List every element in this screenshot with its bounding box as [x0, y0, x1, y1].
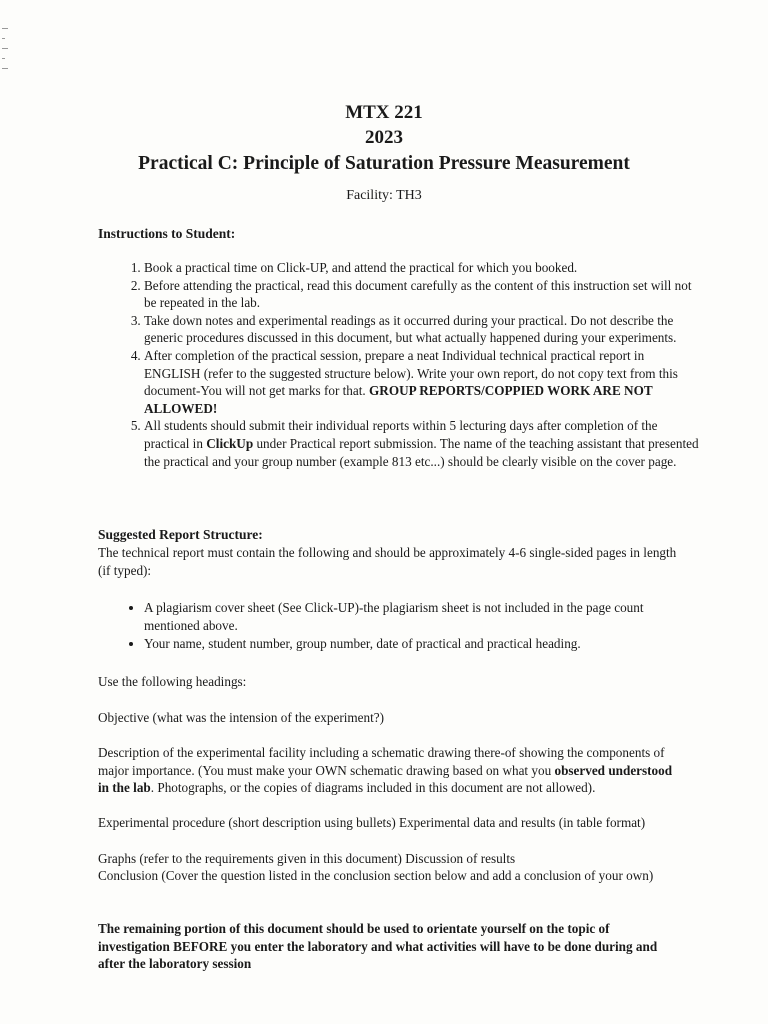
instructions-list [118, 259, 699, 470]
description-emphasis: observed understood in the lab [98, 762, 673, 796]
course-code: MTX 221 [345, 102, 423, 123]
remaining-note: The remaining portion of this document should be used to orientate yourself on the topic of investigation BEFORE you enter the laboratory and what activities will have to be done during and after the laboratory session [98, 921, 658, 972]
graphs-text: Graphs (refer to the requirements given in this document) Discussion of results [98, 851, 516, 866]
document-header [0, 100, 768, 177]
instruction-item: 3. Take down notes and experimental readings as it occurred during your practical. Do not describe the generic procedures discussed in this document, but what actually happened during your experiments. [144, 312, 699, 347]
instruction-item: 2. Before attending the practical, read this document carefully as the content of this instruction set will not be repeated in the lab. [144, 277, 699, 312]
course-year: 2023 [365, 127, 403, 148]
instructions-heading: Instructions to Student: [98, 226, 236, 241]
instruction-warning: GROUP REPORTS/COPPIED WORK ARE NOT ALLOWED! [144, 383, 653, 416]
instruction-text: All students should submit their individual reports within 5 lecturing days after completion of the practical in [144, 418, 658, 451]
clickup-name: ClickUp [206, 435, 254, 451]
instruction-text: under Practical report submission. The name of the teaching assistant that presented the practical and your group number (example 813 etc...) should be clearly visible on the cover page. [144, 435, 699, 469]
list-item: • A plagiarism cover sheet (See Click-UP)-the plagiarism sheet is not included in the page count mentioned above. [144, 599, 694, 634]
practical-title: Practical C: Principle of Saturation Pressure Measurement [138, 153, 630, 174]
description-part: . Photographs, or the copies of diagrams included in this document are not allowed). [150, 780, 596, 796]
scan-margin-marks [2, 28, 10, 78]
report-intro: The technical report must contain the following and should be approximately 4-6 single-sided pages in length (if typed): [98, 545, 677, 578]
description-part: Description of the experimental facility including a schematic drawing there-of showing the components of major importance. (You must make your OWN schematic drawing based on what you [98, 745, 665, 778]
description-text [98, 744, 678, 797]
report-bullets [118, 599, 694, 654]
conclusion-text: Conclusion (Cover the question listed in the conclusion section below and add a conclusion of your own) [98, 868, 654, 883]
facility-label: Facility: TH3 [346, 188, 422, 203]
instruction-item [144, 417, 699, 470]
use-headings-text: Use the following headings: [98, 674, 247, 689]
objective-text: Objective (what was the intension of the experiment?) [98, 710, 384, 725]
instruction-item: 1. Book a practical time on Click-UP, and attend the practical for which you booked. [144, 259, 699, 277]
list-item: • Your name, student number, group number, date of practical and practical heading. [144, 635, 694, 653]
instruction-item [144, 347, 699, 417]
report-structure-heading: Suggested Report Structure: [98, 527, 263, 542]
experimental-text: Experimental procedure (short description using bullets) Experimental data and results (in table format) [98, 815, 646, 830]
instruction-text: After completion of the practical session, prepare a neat Individual technical practical report in ENGLISH (refer to the suggested structure below). Write your own report, do not copy text from this document-You will not get marks for that. [144, 347, 678, 399]
